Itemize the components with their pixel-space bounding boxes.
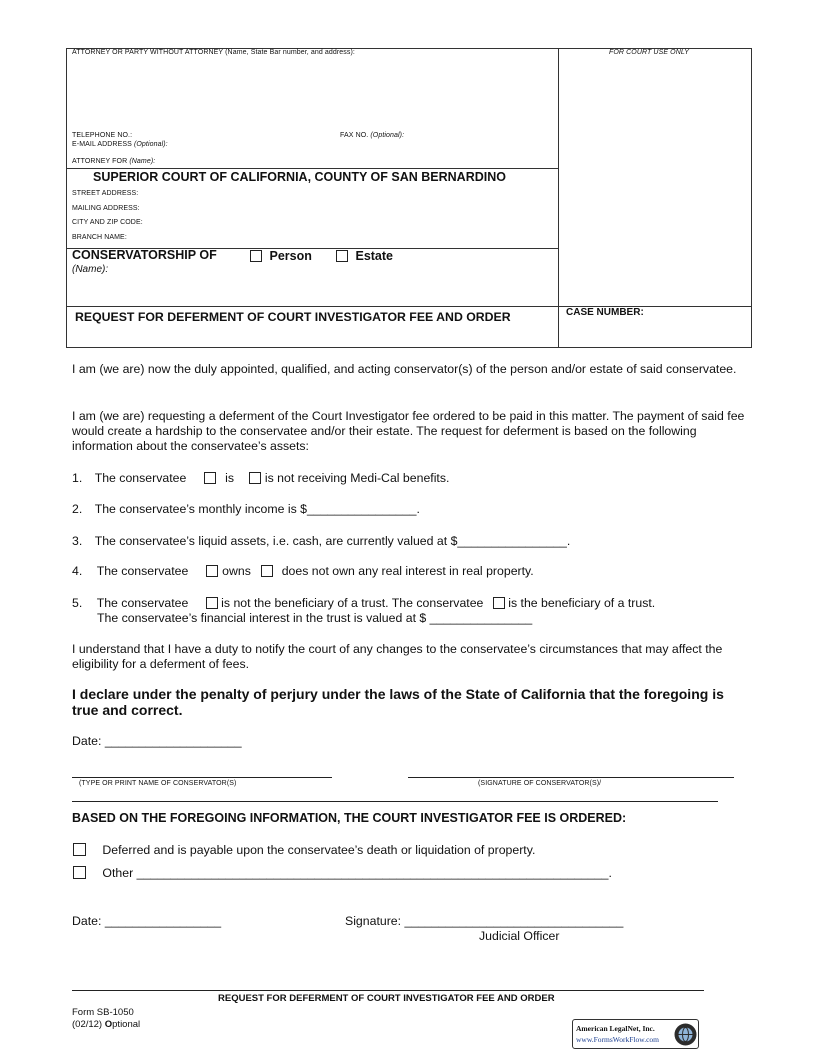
item-2 xyxy=(72,502,420,517)
item-1 xyxy=(72,471,449,486)
court-use-label: FOR COURT USE ONLY xyxy=(609,49,689,56)
date-label: Date: xyxy=(72,734,102,748)
fax-label-text: FAX NO. xyxy=(340,132,369,139)
item-4-owns-label: owns xyxy=(222,564,251,578)
item-1-isnot-label: is not receiving Medi-Cal benefits. xyxy=(264,471,450,485)
revision-date: (02/12) xyxy=(72,1019,103,1030)
telephone-label: TELEPHONE NO.: xyxy=(72,132,133,139)
signature-line[interactable] xyxy=(408,777,734,778)
form-revision xyxy=(72,1019,140,1030)
judicial-signature-label: Signature: xyxy=(345,914,402,928)
separator-line xyxy=(72,801,718,802)
order-date-label: Date: xyxy=(72,914,102,928)
street-address-label: STREET ADDRESS: xyxy=(72,190,139,197)
item-5-line-2[interactable]: The conservatee’s financial interest in the trust is valued at $ _______________ xyxy=(97,611,533,625)
item-4-notown-checkbox[interactable] xyxy=(261,565,273,577)
estate-option[interactable] xyxy=(336,249,393,263)
item-5-number: 5. xyxy=(72,596,83,610)
option-deferred[interactable] xyxy=(73,843,535,858)
item-1-number: 1. xyxy=(72,471,83,485)
footer-title: REQUEST FOR DEFERMENT OF COURT INVESTIGATOR FEE AND ORDER xyxy=(218,993,555,1004)
caption-box xyxy=(66,48,752,348)
legalnet-logo[interactable] xyxy=(572,1019,699,1049)
court-name: SUPERIOR COURT OF CALIFORNIA, COUNTY OF SAN BERNARDINO xyxy=(93,170,506,184)
form-number: Form SB-1050 xyxy=(72,1007,134,1018)
order-date-field[interactable] xyxy=(72,914,221,929)
other-label: Other xyxy=(102,866,134,880)
estate-checkbox[interactable] xyxy=(336,250,348,262)
item-5-ben-label: is the beneficiary of a trust. xyxy=(508,596,656,610)
email-label xyxy=(72,141,168,148)
option-other[interactable] xyxy=(73,866,612,881)
judicial-signature-field[interactable] xyxy=(345,914,623,929)
item-2-number: 2. xyxy=(72,502,83,516)
other-checkbox[interactable] xyxy=(73,866,86,879)
logo-company: American LegalNet, Inc. xyxy=(576,1024,655,1033)
optional-o: O xyxy=(104,1019,113,1030)
item-5-notben-checkbox[interactable] xyxy=(206,597,218,609)
item-1-text: The conservatee xyxy=(94,471,187,485)
deferred-label: Deferred and is payable upon the conservatee’s death or liquidation of property. xyxy=(102,843,536,857)
globe-icon xyxy=(673,1022,698,1047)
form-title: REQUEST FOR DEFERMENT OF COURT INVESTIGATOR FEE AND ORDER xyxy=(75,310,511,324)
date-line: ____________________ xyxy=(104,734,242,748)
judicial-officer-label: Judicial Officer xyxy=(479,929,560,943)
optional-rest: ptional xyxy=(112,1019,141,1030)
item-5-ben-checkbox[interactable] xyxy=(493,597,505,609)
item-2-text[interactable]: The conservatee’s monthly income is $________________. xyxy=(94,502,420,516)
print-name-label: (TYPE OR PRINT NAME OF CONSERVATOR(S) xyxy=(79,780,237,787)
person-option[interactable] xyxy=(250,249,312,263)
person-checkbox[interactable] xyxy=(250,250,262,262)
item-1-is-label: is xyxy=(225,471,235,485)
attorney-label: ATTORNEY OR PARTY WITHOUT ATTORNEY (Name, State Bar number, and address): xyxy=(72,49,355,56)
item-4-number: 4. xyxy=(72,564,83,578)
print-name-line[interactable] xyxy=(72,777,332,778)
caption-divider-title xyxy=(66,306,752,307)
paragraph-request: I am (we are) requesting a deferment of the Court Investigator fee ordered to be paid in this matter. The payment of said fee would create a hardship to the conservatee and/or their estate. The request for deferment is based on the following information about the conservatee’s assets: xyxy=(72,409,745,453)
item-3 xyxy=(72,534,570,549)
email-optional: (Optional): xyxy=(133,141,168,148)
attorney-for-name: (Name): xyxy=(129,158,156,165)
attorney-for-text: ATTORNEY FOR xyxy=(72,158,128,165)
mailing-address-label: MAILING ADDRESS: xyxy=(72,205,140,212)
logo-website: www.FormsWorkFlow.com xyxy=(576,1035,660,1044)
person-label: Person xyxy=(269,249,312,263)
estate-label: Estate xyxy=(355,249,394,263)
caption-divider-court xyxy=(66,168,558,169)
item-4-notown-label: does not own any real interest in real property. xyxy=(281,564,534,578)
item-3-text[interactable]: The conservatee’s liquid assets, i.e. cash, are currently valued at $________________. xyxy=(94,534,571,548)
deferred-checkbox[interactable] xyxy=(73,843,86,856)
other-line: _____________________________________________________________________. xyxy=(136,866,612,880)
item-4 xyxy=(72,564,534,579)
attorney-for-label xyxy=(72,158,155,165)
item-1-isnot-checkbox[interactable] xyxy=(249,472,261,484)
item-3-number: 3. xyxy=(72,534,83,548)
declaration: I declare under the penalty of perjury under the laws of the State of California that the foregoing is true and correct. xyxy=(72,686,724,718)
date-field[interactable] xyxy=(72,734,242,749)
email-label-text: E-MAIL ADDRESS xyxy=(72,141,132,148)
item-5-text: The conservatee xyxy=(96,596,189,610)
fax-label xyxy=(340,132,404,139)
item-4-owns-checkbox[interactable] xyxy=(206,565,218,577)
city-zip-label: CITY AND ZIP CODE: xyxy=(72,219,143,226)
item-5 xyxy=(72,596,655,611)
item-5-notben-label: is not the beneficiary of a trust. The conservatee xyxy=(221,596,484,610)
footer-rule xyxy=(72,990,704,991)
order-heading: BASED ON THE FOREGOING INFORMATION, THE COURT INVESTIGATOR FEE IS ORDERED: xyxy=(72,811,627,825)
case-number-label: CASE NUMBER: xyxy=(566,307,644,318)
conservatorship-label: CONSERVATORSHIP OF xyxy=(72,248,217,262)
signature-label: (SIGNATURE OF CONSERVATOR(S)/ xyxy=(478,780,602,787)
paragraph-duty: I understand that I have a duty to notify the court of any changes to the conservatee’s circumstances that may affect the eligibility for a deferment of fees. xyxy=(72,642,723,671)
judicial-signature-line: ________________________________ xyxy=(404,914,624,928)
conservatee-name-label: (Name): xyxy=(72,264,109,275)
fax-optional: (Optional): xyxy=(370,132,405,139)
item-4-text: The conservatee xyxy=(96,564,189,578)
order-date-line: _________________ xyxy=(104,914,222,928)
branch-name-label: BRANCH NAME: xyxy=(72,234,127,241)
paragraph-appointment: I am (we are) now the duly appointed, qualified, and acting conservator(s) of the person and/or estate of said conservatee. xyxy=(72,362,737,376)
caption-divider-vertical xyxy=(558,48,559,348)
item-1-is-checkbox[interactable] xyxy=(204,472,216,484)
